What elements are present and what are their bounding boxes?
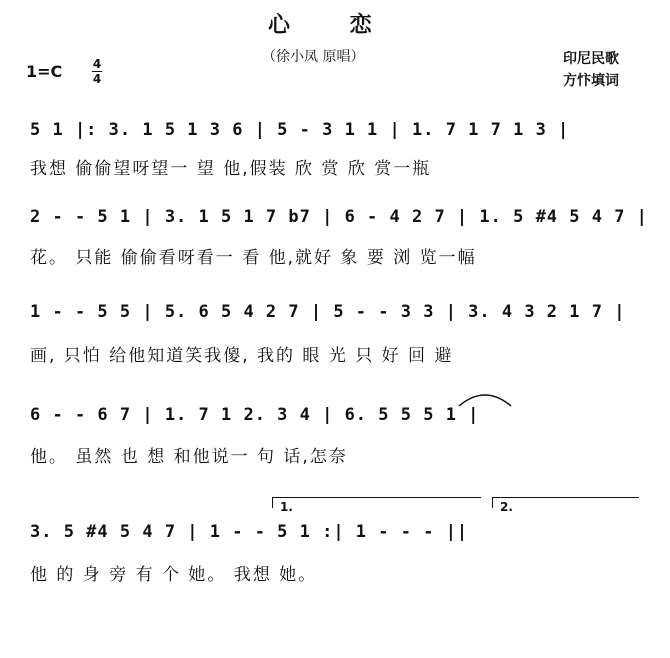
lyrics-line-1: 我想 偷偷望呀望一 望 他,假装 欣 赏 欣 赏一瓶 <box>30 159 432 179</box>
lyrics-line-4: 他。 虽然 也 想 和他说一 句 话,怎奈 <box>30 447 348 467</box>
volta-second <box>492 497 639 508</box>
notation-line-1: 5 1 |: 3. 1 5 1 3 6 | 5 - 3 1 1 | 1. 7 1 7 1 3 | <box>30 120 570 140</box>
lyrics-line-5: 他 的 身 旁 有 个 她。 我想 她。 <box>30 565 318 585</box>
volta-first-label: 1. <box>280 500 293 514</box>
notation-line-2: 2 - - 5 1 | 3. 1 5 1 7 b7 | 6 - 4 2 7 | 1. 5 #4 5 4 7 | <box>30 207 648 227</box>
lyrics-line-2: 花。 只能 偷偷看呀看一 看 他,就好 象 要 浏 览一幅 <box>30 248 477 268</box>
song-title: 心 恋 <box>268 13 398 38</box>
volta-second-label: 2. <box>500 500 513 514</box>
notation-line-5: 3. 5 #4 5 4 7 | 1 - - 5 1 :| 1 - - - || <box>30 522 469 542</box>
time-signature <box>92 58 102 85</box>
notation-line-4: 6 - - 6 7 | 1. 7 1 2. 3 4 | 6. 5 5 5 1 | <box>30 405 480 425</box>
key-signature: 1=C <box>26 62 63 81</box>
notation-line-3: 1 - - 5 5 | 5. 6 5 4 2 7 | 5 - - 3 3 | 3. 4 3 2 1 7 | <box>30 302 626 322</box>
credit-music: 印尼民歌 <box>563 51 619 67</box>
song-subtitle: （徐小凤 原唱） <box>262 49 365 65</box>
time-top: 4 <box>92 57 102 71</box>
time-bottom: 4 <box>92 72 102 86</box>
slur-mark <box>455 388 515 408</box>
credit-lyrics: 方忭填词 <box>563 73 619 89</box>
lyrics-line-3: 画, 只怕 给他知道笑我傻, 我的 眼 光 只 好 回 避 <box>30 346 454 366</box>
volta-first <box>272 497 481 508</box>
